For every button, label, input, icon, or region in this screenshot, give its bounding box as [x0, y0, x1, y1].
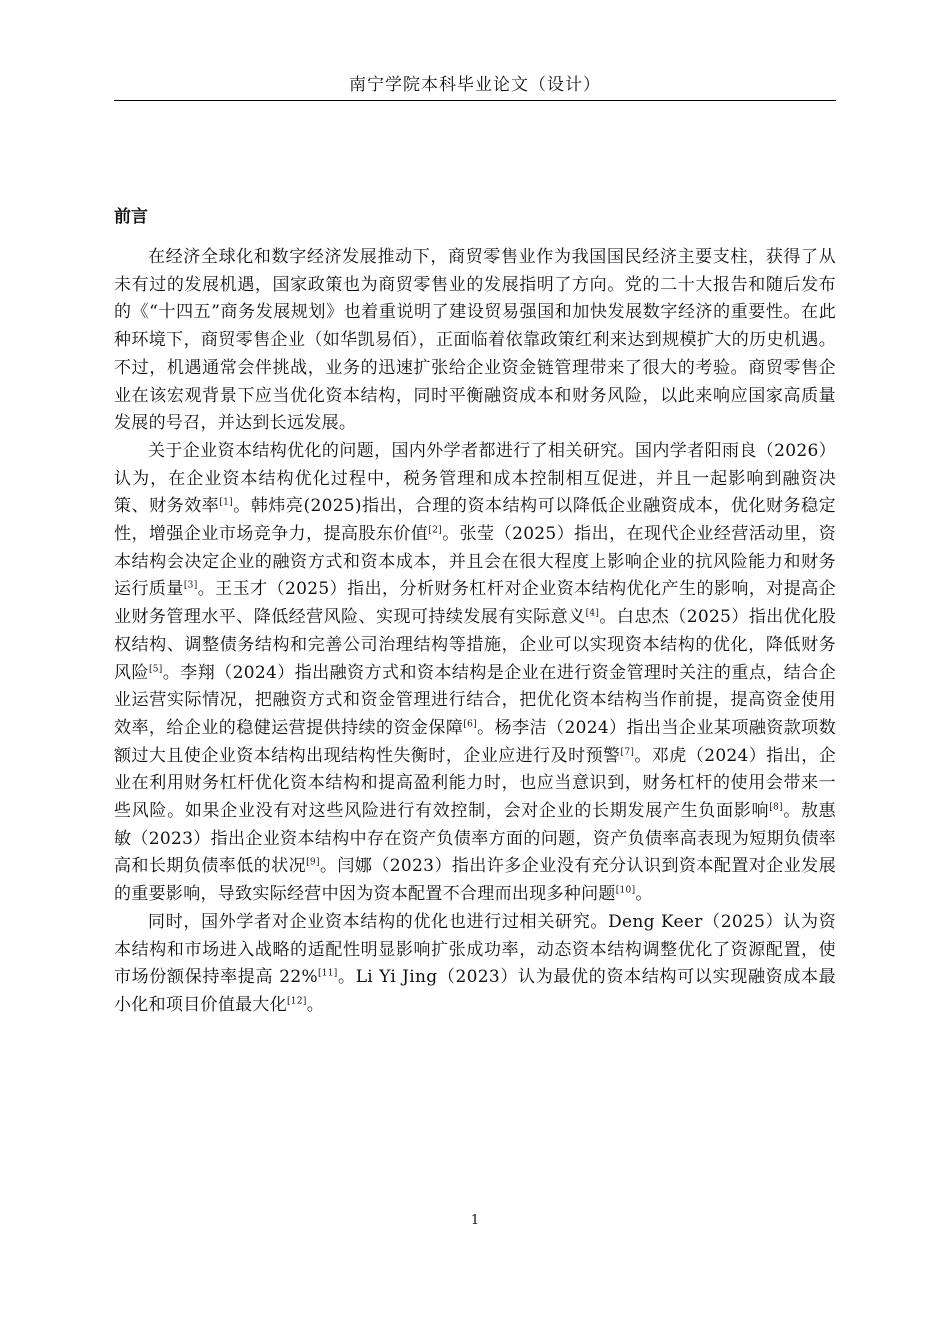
citation-ref: [1]	[219, 497, 234, 508]
page-number: 1	[470, 1213, 480, 1228]
citation-ref: [5]	[148, 663, 163, 674]
paragraph-1	[114, 244, 836, 438]
text-segment: 。王玉才（2025）指出，分析财务杠杆对企业资本结构优化产生的影响，对提高企业财务管理水平、降低经营风险、实现可持续发展有实际意义	[114, 579, 836, 628]
citation-ref: [4]	[585, 608, 600, 619]
text-segment: 。	[635, 884, 653, 905]
text-segment: 。白忠杰（2025）指出优化股权结构、调整债务结构和完善公司治理结构等措施，企业可以实现资本结构的优化，降低财务风险	[114, 607, 836, 683]
citation-ref: [11]	[317, 968, 338, 979]
text-segment: 在经济全球化和数字经济发展推动下，商贸零售业作为我国国民经济主要支柱，获得了从未有过的发展机遇，国家政策也为商贸零售业的发展指明了方向。党的二十大报告和随后发布的《“十四五”商务发展规划》也着重说明了建设贸易强国和加快发展数字经济的重要性。在此种环境下，商贸零售企业（如华凯易佰），正面临着依靠政策红利来达到规模扩大的历史机遇。不过，机遇通常会伴挑战，业务的迅速扩张给企业资金链管理带来了很大的考验。商贸零售企业在该宏观背景下应当优化资本结构，同时平衡融资成本和财务风险，以此来响应国家高质量发展的号召，并达到长远发展。	[114, 247, 836, 434]
body-text	[114, 244, 836, 1020]
text-segment: 。闫娜（2023）指出许多企业没有充分认识到资本配置对企业发展的重要影响，导致实际经营中因为资本配置不合理而出现多种问题	[114, 856, 836, 905]
citation-ref: [3]	[183, 580, 198, 591]
text-segment: 。李翔（2024）指出融资方式和资本结构是企业在进行资金管理时关注的重点，结合企业运营实际情况，把融资方式和资金管理进行结合，把优化资本结构当作前提，提高资金使用效率，给企业的稳健运营提供持续的资金保障	[114, 662, 836, 738]
citation-ref: [7]	[620, 747, 635, 757]
header-rule	[114, 100, 836, 101]
text-segment: 。	[306, 994, 324, 1015]
text-segment: 关于企业资本结构优化的问题，国内外学者都进行了相关研究。国内学者阳雨良（2026）认为，在企业资本结构优化过程中，税务管理和成本控制相互促进，并且一起影响到融资决策、财务效率	[114, 440, 836, 517]
text-segment: 同时，国外学者对企业资本结构的优化也进行过相关研究。Deng Keer（2025）认为资本结构和市场进入战略的适配性明显影响扩张成功率，动态资本结构调整优化了资源配置，使市场份额保持率提高 22%	[114, 911, 836, 988]
running-header: 南宁学院本科毕业论文（设计）	[349, 75, 601, 95]
text-segment: 。杨李洁（2024）指出当企业某项融资款项数额过大且使企业资本结构出现结构性失衡时，企业应进行及时预警	[114, 717, 836, 766]
section-title: 前言	[114, 207, 148, 227]
citation-ref: [6]	[463, 719, 477, 730]
text-segment: 。韩炜亮(2025)指出，合理的资本结构可以降低企业融资成本，优化财务稳定性，增强企业市场竞争力，提高股东价值	[114, 496, 836, 545]
text-segment: 。Li Yi Jing（2023）认为最优的资本结构可以实现融资成本最小化和项目价值最大化	[114, 967, 836, 1015]
citation-ref: [12]	[287, 996, 307, 1007]
text-segment: 。邓虎（2024）指出，企业在利用财务杠杆优化资本结构和提高盈利能力时，也应当意识到，财务杠杆的使用会带来一些风险。如果企业没有对这些风险进行有效控制，会对企业的长期发展产生负面影响	[114, 745, 836, 822]
citation-ref: [9]	[306, 857, 320, 868]
citation-ref: [8]	[769, 802, 783, 813]
paragraph-3	[114, 909, 836, 1020]
citation-ref: [10]	[615, 885, 636, 896]
text-segment: 。敖惠敏（2023）指出企业资本结构中存在资产负债率方面的问题，资产负债率高表现为短期负债率高和长期负债率低的状况	[114, 801, 836, 877]
paragraph-2	[114, 438, 836, 909]
citation-ref: [2]	[428, 525, 443, 536]
text-segment: 。张莹（2025）指出，在现代企业经营活动里，资本结构会决定企业的融资方式和资本成本，并且会在很大程度上影响企业的抗风险能力和财务运行质量	[114, 524, 836, 600]
